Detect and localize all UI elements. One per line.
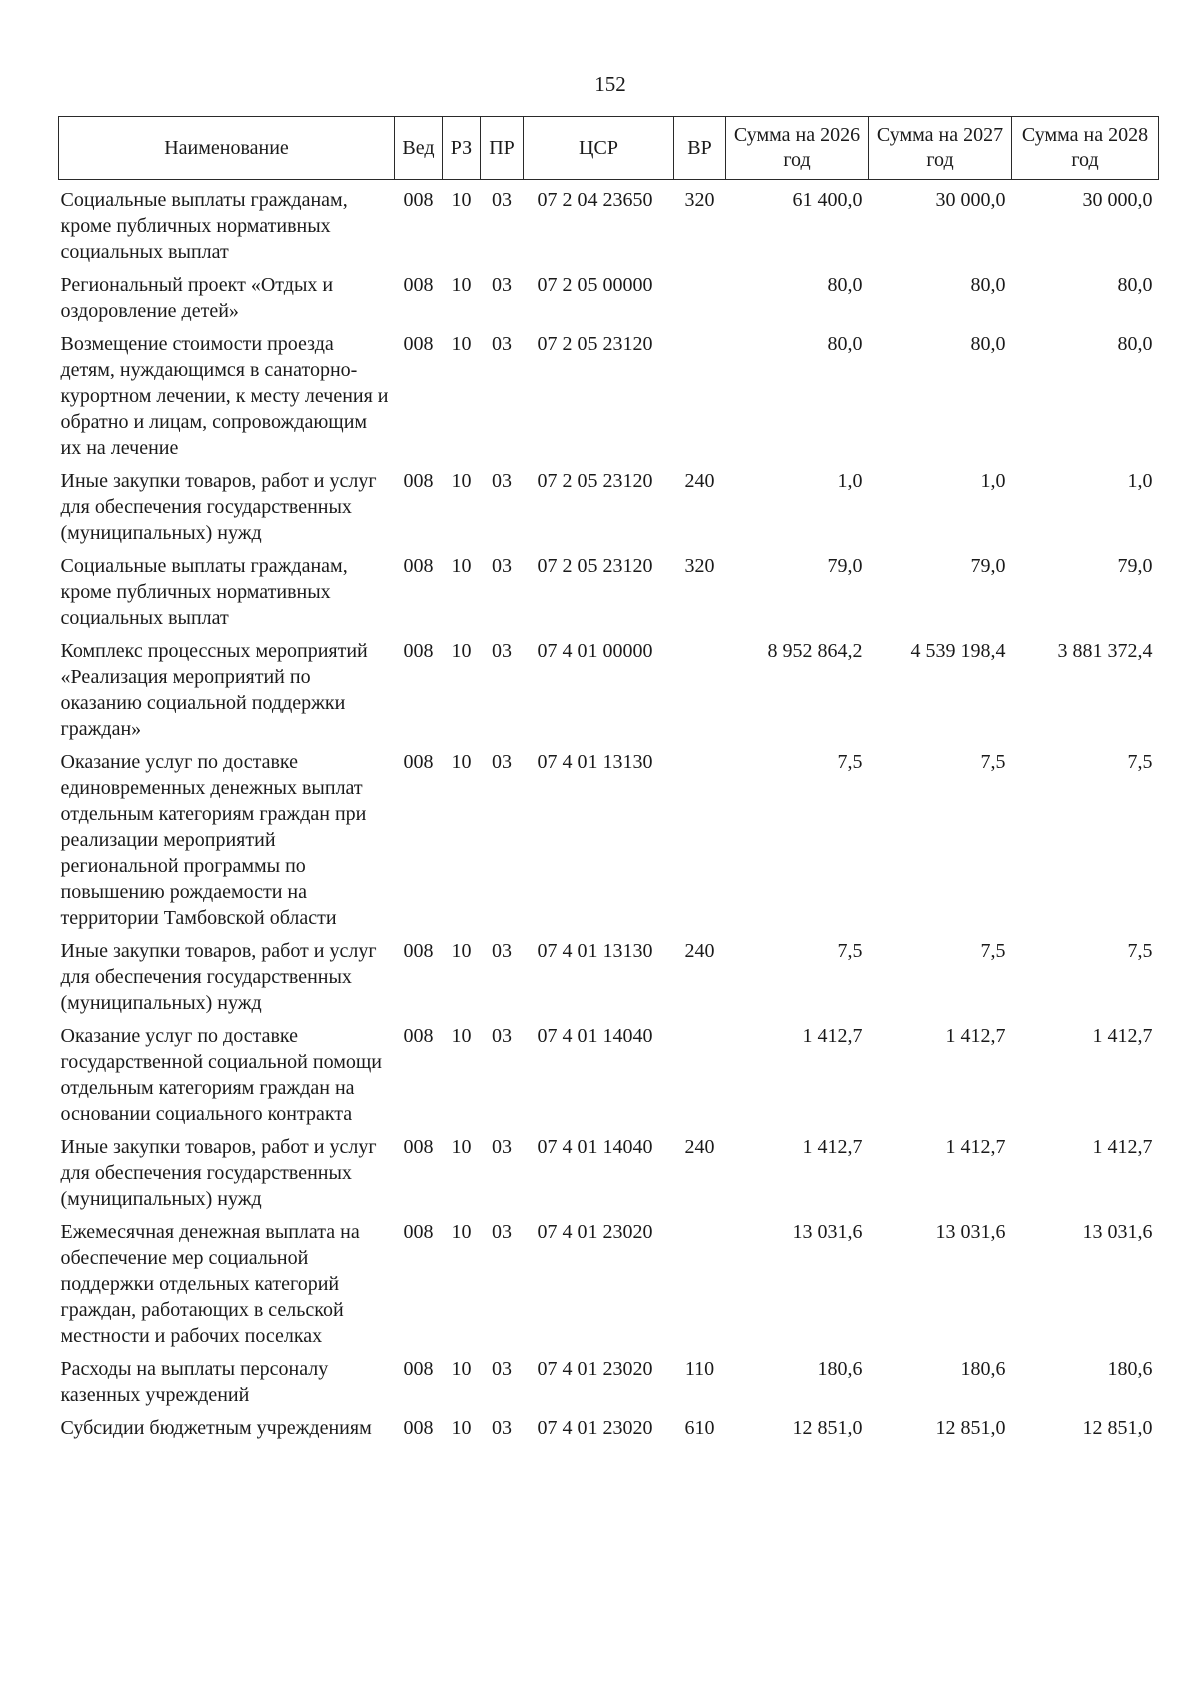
- cell-sum-2027: 30 000,0: [935, 189, 1006, 211]
- cell-rz: 10: [451, 1417, 472, 1439]
- cell-pr: 03: [492, 555, 512, 577]
- cell-rz: 10: [451, 333, 472, 355]
- header-vr: ВР: [674, 117, 726, 180]
- cell-name: Комплекс процессных мероприятий «Реализация мероприятий по оказанию социальной поддержки граждан»: [60, 640, 368, 740]
- cell-sum-2027: 4 539 198,4: [910, 640, 1006, 662]
- header-name: Наименование: [59, 117, 395, 180]
- cell-name: Возмещение стоимости проезда детям, нуждающимся в санаторно-курортном лечении, к месту лечения и обратно и лицам, сопровождающим их на лечение: [60, 333, 389, 459]
- cell-pr: 03: [492, 189, 512, 211]
- cell-sum-2027: 12 851,0: [935, 1417, 1006, 1439]
- page-number: 152: [594, 72, 626, 96]
- cell-ved: 008: [403, 751, 434, 773]
- cell-vr: 320: [684, 555, 715, 577]
- cell-vr: [674, 272, 726, 331]
- cell-csr: 07 2 05 23120: [537, 333, 653, 355]
- cell-pr: 03: [492, 470, 512, 492]
- cell-rz: 10: [451, 640, 472, 662]
- cell-pr: 03: [492, 1221, 512, 1243]
- cell-sum-2026: 180,6: [817, 1358, 863, 1380]
- cell-sum-2026: 1 412,7: [802, 1136, 863, 1158]
- cell-ved: 008: [403, 1417, 434, 1439]
- table-row: [59, 272, 1159, 331]
- cell-pr: 03: [492, 1025, 512, 1047]
- table-row: [59, 553, 1159, 638]
- cell-vr: 240: [684, 940, 715, 962]
- cell-vr: [674, 749, 726, 938]
- cell-sum-2028: 3 881 372,4: [1057, 640, 1153, 662]
- table-row: [59, 638, 1159, 749]
- cell-rz: 10: [451, 189, 472, 211]
- cell-pr: 03: [492, 1358, 512, 1380]
- cell-rz: 10: [451, 1136, 472, 1158]
- cell-sum-2028: 80,0: [1117, 274, 1153, 296]
- table-body: [59, 180, 1159, 1449]
- header-row: [59, 117, 1159, 180]
- cell-rz: 10: [451, 274, 472, 296]
- cell-ved: 008: [403, 333, 434, 355]
- cell-ved: 008: [403, 555, 434, 577]
- cell-sum-2027: 79,0: [970, 555, 1006, 577]
- cell-ved: 008: [403, 470, 434, 492]
- cell-vr: [674, 331, 726, 468]
- cell-sum-2027: 80,0: [970, 333, 1006, 355]
- cell-vr: 240: [684, 1136, 715, 1158]
- header-csr: ЦСР: [524, 117, 674, 180]
- table-header: [59, 117, 1159, 180]
- cell-rz: 10: [451, 1221, 472, 1243]
- cell-csr: 07 4 01 13130: [537, 751, 653, 773]
- cell-ved: 008: [403, 1025, 434, 1047]
- table-row: [59, 938, 1159, 1023]
- cell-sum-2028: 13 031,6: [1082, 1221, 1153, 1243]
- header-sum-2026: Сумма на 2026 год: [726, 117, 869, 180]
- cell-csr: 07 2 05 23120: [537, 470, 653, 492]
- cell-csr: 07 4 01 14040: [537, 1136, 653, 1158]
- cell-name: Иные закупки товаров, работ и услуг для обеспечения государственных (муниципальных) нужд: [60, 470, 377, 544]
- table-row: [59, 180, 1159, 273]
- cell-sum-2026: 7,5: [837, 940, 863, 962]
- cell-sum-2026: 79,0: [827, 555, 863, 577]
- header-ved: Вед: [395, 117, 443, 180]
- cell-sum-2026: 80,0: [827, 274, 863, 296]
- cell-sum-2027: 7,5: [980, 940, 1006, 962]
- cell-sum-2028: 80,0: [1117, 333, 1153, 355]
- cell-sum-2027: 1 412,7: [945, 1025, 1006, 1047]
- table-row: [59, 1134, 1159, 1219]
- cell-sum-2028: 7,5: [1127, 940, 1153, 962]
- cell-sum-2028: 180,6: [1107, 1358, 1153, 1380]
- cell-name: Социальные выплаты гражданам, кроме публичных нормативных социальных выплат: [60, 189, 348, 263]
- cell-csr: 07 4 01 23020: [537, 1417, 653, 1439]
- cell-sum-2026: 12 851,0: [792, 1417, 863, 1439]
- cell-csr: 07 4 01 14040: [537, 1025, 653, 1047]
- cell-pr: 03: [492, 640, 512, 662]
- cell-name: Ежемесячная денежная выплата на обеспечение мер социальной поддержки отдельных категорий граждан, работающих в сельской местности и рабочих поселках: [60, 1221, 360, 1347]
- cell-name: Иные закупки товаров, работ и услуг для обеспечения государственных (муниципальных) нужд: [60, 1136, 377, 1210]
- cell-ved: 008: [403, 1358, 434, 1380]
- cell-sum-2028: 79,0: [1117, 555, 1153, 577]
- header-sum-2027: Сумма на 2027 год: [869, 117, 1012, 180]
- cell-sum-2026: 61 400,0: [792, 189, 863, 211]
- cell-rz: 10: [451, 1025, 472, 1047]
- cell-pr: 03: [492, 1417, 512, 1439]
- cell-sum-2028: 1 412,7: [1092, 1025, 1153, 1047]
- cell-vr: 240: [684, 470, 715, 492]
- cell-rz: 10: [451, 751, 472, 773]
- cell-csr: 07 2 04 23650: [537, 189, 653, 211]
- cell-sum-2026: 7,5: [837, 751, 863, 773]
- cell-rz: 10: [451, 470, 472, 492]
- cell-sum-2026: 1 412,7: [802, 1025, 863, 1047]
- cell-vr: [674, 638, 726, 749]
- cell-pr: 03: [492, 274, 512, 296]
- cell-sum-2028: 1 412,7: [1092, 1136, 1153, 1158]
- cell-sum-2028: 30 000,0: [1082, 189, 1153, 211]
- cell-pr: 03: [492, 1136, 512, 1158]
- cell-rz: 10: [451, 940, 472, 962]
- cell-name: Региональный проект «Отдых и оздоровление детей»: [60, 274, 334, 322]
- cell-ved: 008: [403, 189, 434, 211]
- cell-sum-2028: 12 851,0: [1082, 1417, 1153, 1439]
- cell-rz: 10: [451, 555, 472, 577]
- cell-name: Оказание услуг по доставке государственной социальной помощи отдельным категориям граждан на основании социального контракта: [60, 1025, 382, 1125]
- cell-name: Субсидии бюджетным учреждениям: [60, 1417, 372, 1439]
- cell-vr: [674, 1219, 726, 1356]
- cell-ved: 008: [403, 940, 434, 962]
- cell-vr: 110: [684, 1358, 715, 1380]
- header-pr: ПР: [481, 117, 524, 180]
- table-row: [59, 468, 1159, 553]
- cell-csr: 07 4 01 23020: [537, 1358, 653, 1380]
- cell-vr: 610: [684, 1417, 715, 1439]
- cell-sum-2026: 13 031,6: [792, 1221, 863, 1243]
- cell-ved: 008: [403, 1221, 434, 1243]
- cell-pr: 03: [492, 333, 512, 355]
- table-row: [59, 1356, 1159, 1415]
- table-row: [59, 1219, 1159, 1356]
- table-row: [59, 1415, 1159, 1448]
- cell-name: Социальные выплаты гражданам, кроме публичных нормативных социальных выплат: [60, 555, 348, 629]
- cell-csr: 07 4 01 23020: [537, 1221, 653, 1243]
- cell-sum-2027: 13 031,6: [935, 1221, 1006, 1243]
- cell-sum-2027: 80,0: [970, 274, 1006, 296]
- cell-name: Оказание услуг по доставке единовременных денежных выплат отдельным категориям граждан при реализации мероприятий региональной программы по повышению рождаемости на территории Тамбовской области: [60, 751, 367, 929]
- cell-csr: 07 4 01 00000: [537, 640, 653, 662]
- cell-sum-2026: 8 952 864,2: [767, 640, 863, 662]
- cell-ved: 008: [403, 640, 434, 662]
- cell-pr: 03: [492, 751, 512, 773]
- cell-csr: 07 4 01 13130: [537, 940, 653, 962]
- cell-name: Расходы на выплаты персоналу казенных учреждений: [60, 1358, 329, 1406]
- table-row: [59, 331, 1159, 468]
- cell-sum-2028: 7,5: [1127, 751, 1153, 773]
- header-rz: РЗ: [443, 117, 481, 180]
- cell-ved: 008: [403, 1136, 434, 1158]
- cell-sum-2026: 1,0: [837, 470, 863, 492]
- cell-sum-2027: 180,6: [960, 1358, 1006, 1380]
- table-row: [59, 1023, 1159, 1134]
- cell-csr: 07 2 05 23120: [537, 555, 653, 577]
- cell-vr: 320: [684, 189, 715, 211]
- cell-pr: 03: [492, 940, 512, 962]
- cell-rz: 10: [451, 1358, 472, 1380]
- cell-ved: 008: [403, 274, 434, 296]
- table-row: [59, 749, 1159, 938]
- cell-vr: [674, 1023, 726, 1134]
- cell-sum-2026: 80,0: [827, 333, 863, 355]
- cell-sum-2027: 1,0: [980, 470, 1006, 492]
- cell-sum-2027: 1 412,7: [945, 1136, 1006, 1158]
- cell-csr: 07 2 05 00000: [537, 274, 653, 296]
- cell-sum-2027: 7,5: [980, 751, 1006, 773]
- budget-table: [58, 116, 1159, 1448]
- cell-name: Иные закупки товаров, работ и услуг для обеспечения государственных (муниципальных) нужд: [60, 940, 377, 1014]
- header-sum-2028: Сумма на 2028 год: [1012, 117, 1159, 180]
- cell-sum-2028: 1,0: [1127, 470, 1153, 492]
